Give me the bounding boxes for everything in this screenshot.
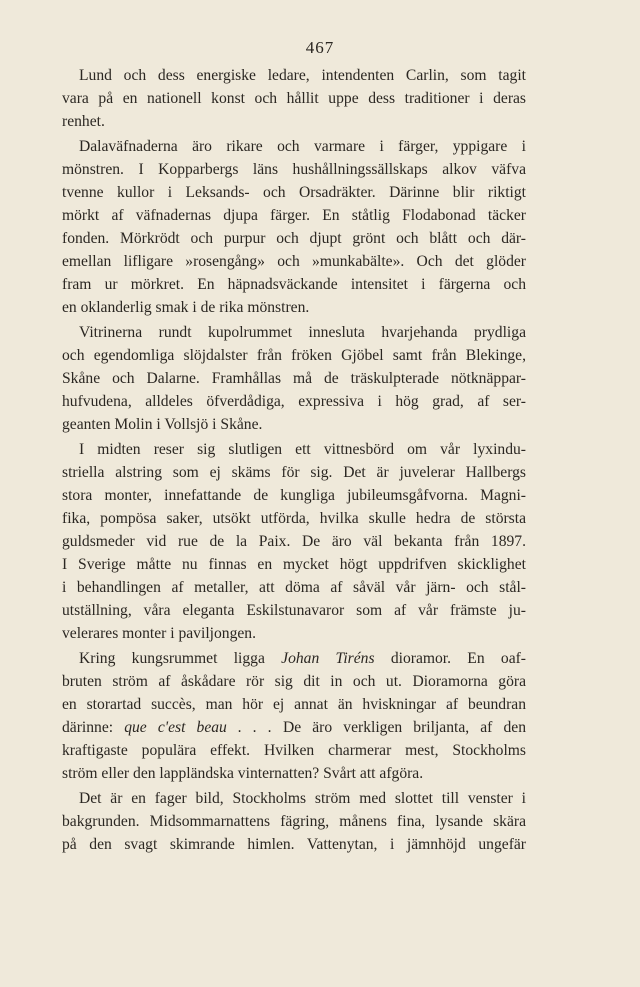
text-line: kraftigaste populära effekt. Hvilken charmerar mest, Stockholms (62, 742, 526, 759)
paragraph (62, 438, 526, 645)
paragraph (62, 647, 526, 785)
text-line: guldsmeder vid rue de la Paix. De äro väl bekanta från 1897. (62, 533, 526, 550)
text-line: Kring kungsrummet ligga Johan Tiréns dioramor. En oaf- (79, 650, 526, 667)
text-line: på den svagt skimrande himlen. Vattenytan, i jämnhöjd ungefär (62, 836, 526, 853)
text-line: renhet. (62, 113, 105, 130)
text-line: I midten reser sig slutligen ett vittnesbörd om vår lyxindu- (79, 441, 526, 458)
text-line: fonden. Mörkrödt och purpur och djupt grönt och blått och där- (62, 230, 526, 247)
text-line: vara på en nationell konst och hållit uppe dess traditioner i deras (62, 90, 526, 107)
text-line: bakgrunden. Midsommarnattens fägring, månens fina, lysande skära (62, 813, 526, 830)
text-line: emellan lifligare »rosengång» och »munkabälte». Och det glöder (62, 253, 526, 270)
text-line: Det är en fager bild, Stockholms ström med slottet till venster i (79, 790, 526, 807)
text-line: Vitrinerna rundt kupolrummet innesluta hvarjehanda prydliga (79, 324, 526, 341)
body-text (62, 64, 526, 856)
text-line: en storartad succès, man hör ej annat än hviskningar af beundran (62, 696, 526, 713)
text-line: Skåne och Dalarne. Framhållas må de träskulpterade nötknäppar- (62, 370, 526, 387)
text-line: tvenne kullor i Leksands- och Orsadräkter. Därinne blir riktigt (62, 184, 526, 201)
paragraph (62, 64, 526, 133)
text-line: I Sverige måtte nu finnas en mycket högt uppdrifven skicklighet (62, 556, 526, 573)
text-line: bruten ström af åskådare rör sig dit in och ut. Dioramorna göra (62, 673, 526, 690)
text-line: velerares monter i paviljongen. (62, 625, 256, 642)
text-line: stora monter, innefattande de kungliga jubileumsgåfvorna. Magni- (62, 487, 526, 504)
text-line: Lund och dess energiske ledare, intendenten Carlin, som tagit (79, 67, 526, 84)
paragraph (62, 787, 526, 856)
text-line: ström eller den lappländska vinternatten? Svårt att afgöra. (62, 765, 424, 782)
text-line: mörkt af väfnadernas djupa färger. En ståtlig Flodabonad täcker (62, 207, 526, 224)
text-line: geanten Molin i Vollsjö i Skåne. (62, 416, 263, 433)
text-line: och egendomliga slöjdalster från fröken Gjöbel samt från Blekinge, (62, 347, 526, 364)
paragraph (62, 321, 526, 436)
text-line: därinne: que c'est beau . . . De äro verkligen briljanta, af den (62, 719, 526, 736)
text-line: en oklanderlig smak i de rika mönstren. (62, 299, 310, 316)
text-line: utställning, våra eleganta Eskilstunavaror som af vår främste ju- (62, 602, 526, 619)
text-line: fika, pompösa saker, utsökt utförda, hvilka skulle hedra de största (62, 510, 526, 527)
page-number: 467 (305, 38, 335, 57)
text-line: mönstren. I Kopparbergs läns hushållningssällskaps alkov väfva (62, 161, 526, 178)
text-line: fram ur mörkret. En häpnadsväckande intensitet i färgerna och (62, 276, 526, 293)
text-line: striella alstring som ej skäms för sig. Det är juvelerar Hallbergs (62, 464, 526, 481)
text-line: hufvudena, alldeles öfverdådiga, expressiva i hög grad, af ser- (62, 393, 526, 410)
paragraph (62, 135, 526, 319)
text-line: i behandlingen af metaller, att döma af såväl vår järn- och stål- (62, 579, 526, 596)
text-line: Dalaväfnaderna äro rikare och varmare i färger, yppigare i (79, 138, 526, 155)
